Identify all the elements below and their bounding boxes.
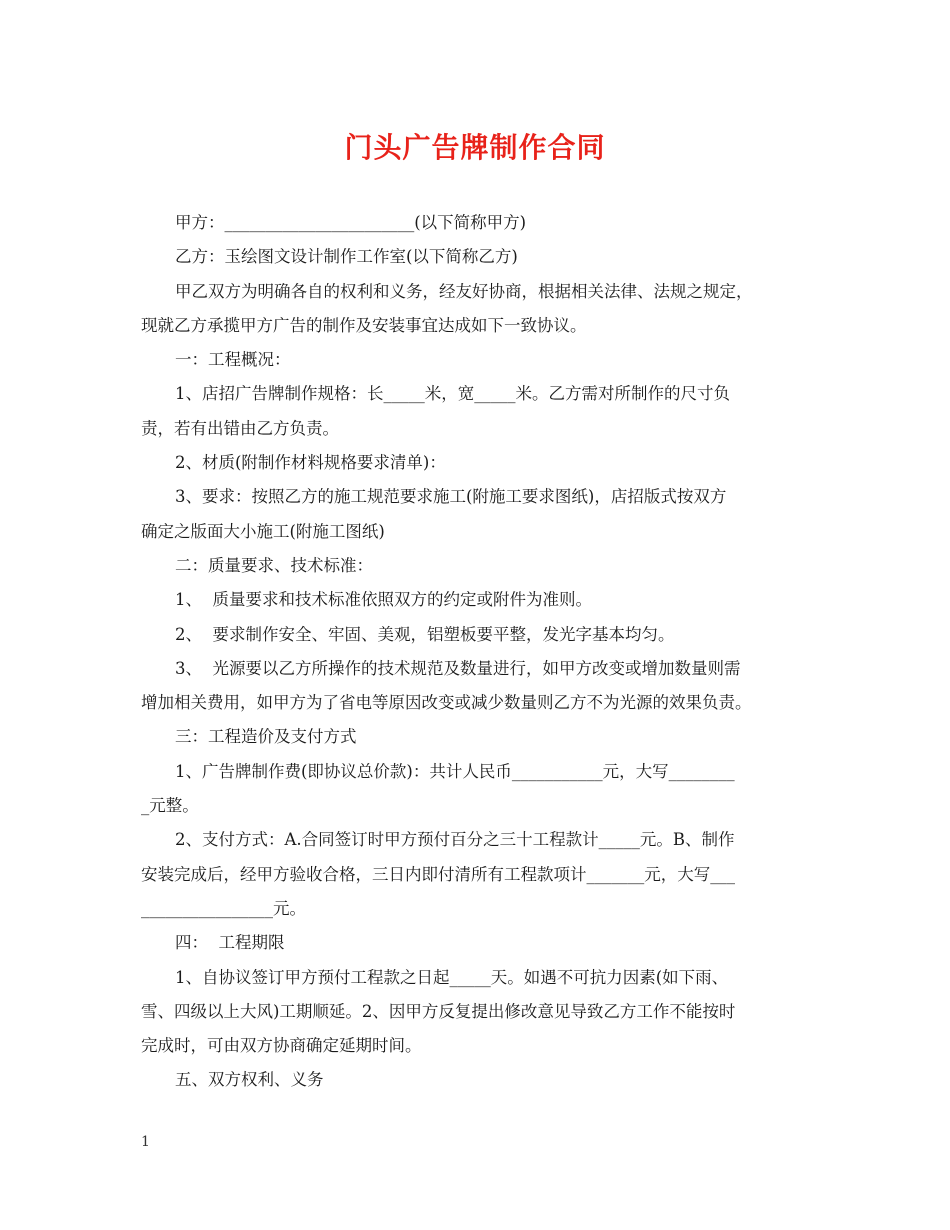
- text-line: 甲方：_______________________(以下简称甲方): [175, 213, 527, 232]
- text-line: 3、 光源要以乙方所操作的技术规范及数量进行，如甲方改变或增加数量则需: [175, 658, 741, 678]
- text-line: 安装完成后，经甲方验收合格，三日内即付清所有工程款项计_______元，大写___: [141, 864, 735, 884]
- text-line: 确定之版面大小施工(附施工图纸): [141, 521, 385, 541]
- text-line: 1、自协议签订甲方预付工程款之日起_____天。如遇不可抗力因素(如下雨、: [175, 967, 729, 987]
- text-line: 2、 要求制作安全、牢固、美观，铝塑板要平整，发光字基本均匀。: [175, 624, 675, 644]
- text-line: 现就乙方承揽甲方广告的制作及安装事宜达成如下一致协议。: [141, 315, 587, 335]
- text-line: 责，若有出错由乙方负责。: [141, 418, 339, 438]
- text-line: 3、要求：按照乙方的施工规范要求施工(附施工要求图纸)，店招版式按双方: [175, 487, 727, 507]
- text-line: 2、材质(附制作材料规格要求清单)：: [175, 453, 446, 473]
- text-line: 三：工程造价及支付方式: [175, 727, 357, 747]
- text-line: 五、双方权利、义务: [175, 1070, 324, 1090]
- document-title: 门头广告牌制作合同: [344, 131, 606, 164]
- text-line: 甲乙双方为明确各自的权利和义务，经友好协商，根据相关法律、法规之规定，: [175, 281, 753, 301]
- text-line: ________________元。: [141, 898, 306, 918]
- text-line: 二：质量要求、技术标准：: [175, 555, 373, 575]
- page-number: 1: [141, 1134, 150, 1150]
- text-line: _元整。: [141, 796, 199, 816]
- text-line: 完成时，可由双方协商确定延期时间。: [141, 1036, 422, 1056]
- text-line: 雪、四级以上大风)工期顺延。2、因甲方反复提出修改意见导致乙方工作不能按时: [141, 1001, 736, 1021]
- text-line: 增加相关费用，如甲方为了省电等原因改变或减少数量则乙方不为光源的效果负责。: [141, 693, 752, 713]
- text-line: 四： 工程期限: [175, 933, 285, 953]
- text-line: 1、 质量要求和技术标准依照双方的约定或附件为准则。: [175, 590, 592, 610]
- document-body: [141, 206, 811, 1098]
- text-line: 乙方：玉绘图文设计制作工作室(以下简称乙方): [175, 247, 518, 267]
- text-line: 1、广告牌制作费(即协议总价款)：共计人民币___________元，大写________: [175, 761, 735, 781]
- text-line: 一：工程概况：: [175, 350, 291, 370]
- text-line: 2、支付方式：A.合同签订时甲方预付百分之三十工程款计_____元。B、制作: [175, 830, 735, 850]
- text-line: 1、店招广告牌制作规格：长_____米，宽_____米。乙方需对所制作的尺寸负: [175, 384, 730, 404]
